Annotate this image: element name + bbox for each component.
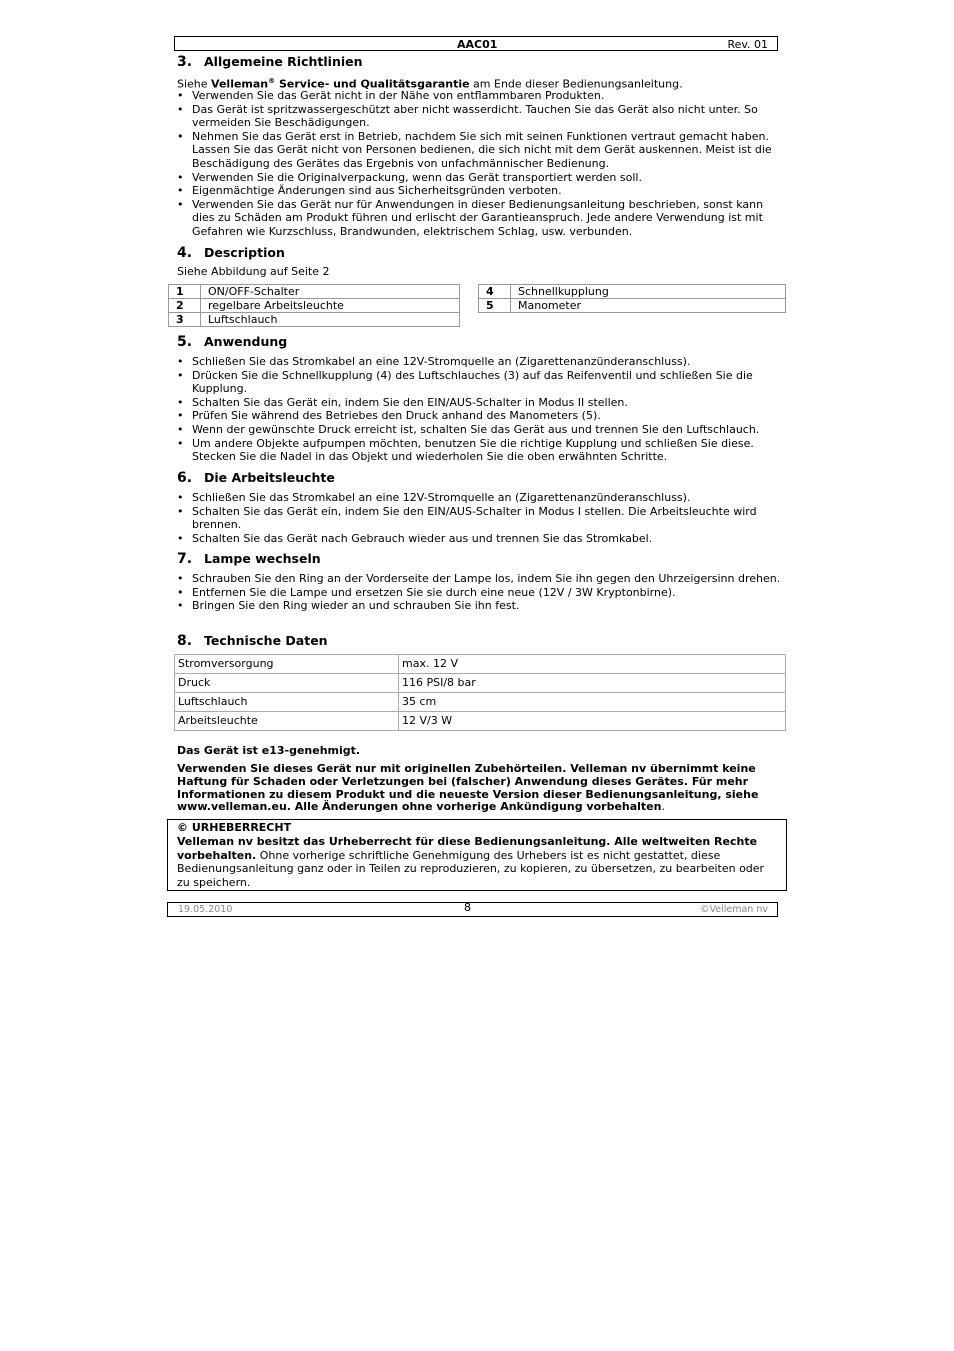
copyright-box [167, 819, 787, 891]
copyright-title: © URHEBERRECHT [177, 821, 292, 834]
section-8-heading [177, 633, 328, 649]
table-row [479, 299, 786, 313]
list-item: • Prüfen Sie während des Betriebes den Druck anhand des Manometers (5). [177, 409, 787, 423]
section-title: Die Arbeitsleuchte [204, 470, 335, 485]
copyright-body [177, 835, 777, 890]
list-item: • Verwenden Sie das Gerät nur für Anwendungen in dieser Bedienungsanleitung beschrieben, sonst kann dies zu Schäden am Produkt führen und erlischt der Garantieanspruch. Jede andere Verwendung ist mit Gefahren wie Kurzschluss, Brandwunden, elektrischem Schlag, usw. verbunden. [177, 198, 787, 239]
part-number: 3 [169, 313, 201, 327]
section-number: 7. [177, 551, 193, 567]
spec-key: Stromversorgung [175, 655, 399, 674]
spec-value: 116 PSI/8 bar [399, 674, 786, 693]
section-3-list [177, 89, 787, 239]
section-number: 4. [177, 245, 193, 261]
section-5-heading [177, 334, 287, 350]
table-row [169, 313, 460, 327]
section-number: 8. [177, 633, 193, 649]
section-4-heading [177, 245, 285, 261]
list-item: • Drücken Sie die Schnellkupplung (4) des Luftschlauches (3) auf das Reifenventil und schließen Sie die Kupplung. [177, 369, 787, 396]
part-name: Manometer [511, 299, 786, 313]
spec-value: max. 12 V [399, 655, 786, 674]
copyright-bold: Velleman nv besitzt das Urheberrecht für diese Bedienungsanleitung. Alle weltweiten Rechte vorbehalten. [177, 834, 758, 862]
list-item: • Nehmen Sie das Gerät erst in Betrieb, nachdem Sie sich mit seinen Funktionen vertraut gemacht haben. Lassen Sie das Gerät nicht von Personen bedienen, die sich nicht mit dem Gerät auskennen. Meist ist die Beschädigung des Gerätes das Ergebnis von unfachmännischer Bedienung. [177, 130, 787, 171]
disclaimer [177, 763, 783, 814]
list-item: • Um andere Objekte aufpumpen möchten, benutzen Sie die richtige Kupplung und schließen Sie diese. Stecken Sie die Nadel in das Objekt und wiederholen Sie die oben erwähnten Schritte. [177, 437, 787, 464]
list-item: • Bringen Sie den Ring wieder an und schrauben Sie ihn fest. [177, 599, 787, 613]
product-code: AAC01 [457, 38, 498, 51]
list-item: • Wenn der gewünschte Druck erreicht ist, schalten Sie das Gerät aus und trennen Sie den Luftschlauch. [177, 423, 787, 437]
section-title: Allgemeine Richtlinien [204, 54, 363, 69]
tech-data-table [174, 654, 786, 731]
disclaimer-text: Verwenden Sie dieses Gerät nur mit originellen Zubehörteilen. Velleman nv übernimmt keine Haftung für Schaden oder Verletzungen bei (falscher) Anwendung dieses Gerätes. Für mehr Informationen zu diesem Produkt und die neueste Version dieser Bedienungsanleitung, siehe www.velleman.eu. Alle Änderungen ohne vorherige Ankündigung vorbehalten [177, 762, 759, 814]
table-row [175, 674, 786, 693]
part-name: Schnellkupplung [511, 285, 786, 299]
part-name: regelbare Arbeitsleuchte [201, 299, 460, 313]
part-number: 2 [169, 299, 201, 313]
intro-bold: Service- und Qualitätsgarantie [275, 77, 470, 91]
part-name: ON/OFF-Schalter [201, 285, 460, 299]
revision: Rev. 01 [727, 38, 768, 51]
section-title: Lampe wechseln [204, 551, 321, 566]
page-footer [167, 902, 778, 917]
part-number: 5 [479, 299, 511, 313]
list-item: • Das Gerät ist spritzwassergeschützt aber nicht wasserdicht. Tauchen Sie das Gerät also nicht unter. So vermeiden Sie Beschädigungen. [177, 103, 787, 130]
spec-key: Druck [175, 674, 399, 693]
section-title: Technische Daten [204, 633, 328, 648]
footer-date: 19.05.2010 [178, 904, 233, 915]
registered-mark: ® [268, 77, 276, 85]
list-item: • Schalten Sie das Gerät ein, indem Sie den EIN/AUS-Schalter in Modus I stellen. Die Arbeitsleuchte wird brennen. [177, 505, 787, 532]
list-item: • Verwenden Sie das Gerät nicht in der Nähe von entflammbaren Produkten. [177, 89, 787, 103]
table-row [169, 299, 460, 313]
copyright-text: Ohne vorherige schriftliche Genehmigung des Urhebers ist es nicht gestattet, diese Bedienungsanleitung ganz oder in Teilen zu reproduzieren, zu kopieren, zu übersetzen, zu bearbeiten oder zu speichern. [177, 848, 765, 890]
spec-value: 35 cm [399, 693, 786, 712]
list-item: • Schalten Sie das Gerät nach Gebrauch wieder aus und trennen Sie das Stromkabel. [177, 532, 787, 546]
disclaimer-end: . [661, 800, 665, 814]
intro-pre: Siehe [177, 77, 212, 91]
e13-note: Das Gerät ist e13-genehmigt. [177, 744, 361, 757]
intro-post: am Ende dieser Bedienungsanleitung. [469, 77, 683, 91]
table-row [479, 285, 786, 299]
section-6-list [177, 491, 787, 545]
part-name: Luftschlauch [201, 313, 460, 327]
list-item: • Schrauben Sie den Ring an der Vorderseite der Lampe los, indem Sie ihn gegen den Uhrzeigersinn drehen. [177, 572, 787, 586]
brand: Velleman [211, 77, 269, 91]
section-4-intro: Siehe Abbildung auf Seite 2 [177, 265, 330, 278]
table-row [175, 655, 786, 674]
footer-copyright: ©Velleman nv [700, 904, 768, 915]
section-number: 3. [177, 54, 193, 70]
section-title: Description [204, 245, 285, 260]
parts-table-right [478, 284, 786, 313]
list-item: • Verwenden Sie die Originalverpackung, wenn das Gerät transportiert werden soll. [177, 171, 787, 185]
table-row [169, 285, 460, 299]
section-7-heading [177, 551, 321, 567]
table-row [175, 693, 786, 712]
section-number: 5. [177, 334, 193, 350]
section-3-heading [177, 54, 363, 70]
page-header [174, 36, 778, 51]
section-6-heading [177, 470, 335, 486]
list-item: • Schließen Sie das Stromkabel an eine 12V-Stromquelle an (Zigarettenanzünderanschluss). [177, 355, 787, 369]
section-number: 6. [177, 470, 193, 486]
list-item: • Eigenmächtige Änderungen sind aus Sicherheitsgründen verboten. [177, 184, 787, 198]
section-7-list [177, 572, 787, 613]
spec-value: 12 V/3 W [399, 712, 786, 731]
section-5-list [177, 355, 787, 464]
list-item: • Schalten Sie das Gerät ein, indem Sie den EIN/AUS-Schalter in Modus II stellen. [177, 396, 787, 410]
part-number: 4 [479, 285, 511, 299]
part-number: 1 [169, 285, 201, 299]
spec-key: Arbeitsleuchte [175, 712, 399, 731]
spec-key: Luftschlauch [175, 693, 399, 712]
table-row [175, 712, 786, 731]
list-item: • Schließen Sie das Stromkabel an eine 12V-Stromquelle an (Zigarettenanzünderanschluss). [177, 491, 787, 505]
section-title: Anwendung [204, 334, 288, 349]
list-item: • Entfernen Sie die Lampe und ersetzen Sie sie durch eine neue (12V / 3W Kryptonbirne). [177, 586, 787, 600]
page-number: 8 [464, 901, 471, 914]
parts-table-left [168, 284, 460, 327]
